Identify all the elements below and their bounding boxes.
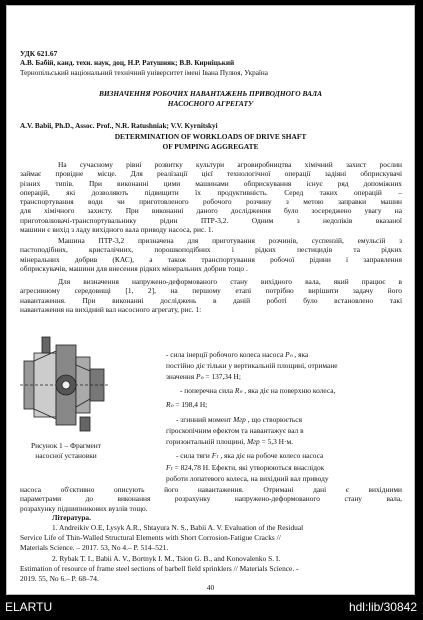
symbol-m-gp: Mгр (233, 415, 246, 424)
reference-line: Service Life of Thin-Walled Structural Elements with Short Corrosion-Fatigue Cracks // (20, 533, 281, 542)
p3-line: Для визначення напружено-деформованого стану вихідного вала, який працює в (58, 277, 402, 286)
reference-line: 1. Andreikiv O.E, Lysyk A.R., Shtayura N. S., Babii A. V. Evaluation of the Residual (52, 523, 304, 532)
load-thrust-line-1 (176, 451, 323, 461)
p2-line: мінеральних добрив (КАС), а також транспортування робочої рідини і заправлення (20, 254, 402, 264)
symbol-p-in: Pₙ (285, 350, 293, 359)
reference-line: 2. Rybak T. I., Babii A. V., Bortnyk I. M., Tsion G. B., and Konovalenko S. I. (52, 554, 281, 563)
p1-line: для хімічного захисту. При виконанні даного дослідження було зосереджено увагу на (20, 206, 402, 216)
p4-line: насоса об'єктивно описують його навантаження. Отримані дані є вихідними (20, 485, 402, 494)
load-text: , яка (294, 350, 309, 359)
paragraph-1 (20, 160, 402, 234)
reference-line: Materials Science. – 2017. 53, No 4.– P. 514–521. (20, 543, 169, 552)
symbol-f-t: Fₜ (166, 463, 173, 472)
load-moment-line-3 (166, 437, 293, 447)
p1-line: різних типів. При виконанні цими машинами обприскування існує ряд допоміжних (20, 178, 402, 188)
symbol-m-gp: Mгр (246, 437, 260, 446)
load-text: , що створюється (247, 415, 302, 424)
load-thrust-line-2 (166, 463, 324, 473)
udk-code: УДК 621.67 (20, 49, 58, 58)
paragraph-2 (20, 236, 402, 273)
load-text: - згинний момент (176, 415, 232, 424)
paragraph-3 (20, 277, 402, 314)
load-text: - поперечна сила (180, 386, 233, 395)
load-shear-line-1 (180, 386, 335, 396)
repository-name: ELARTU (5, 600, 53, 614)
repository-footer-bar (0, 596, 423, 620)
document-page (6, 5, 415, 595)
reference-line: 2019. 55, No 6.– P. 68–74. (20, 574, 99, 583)
p1-line: На сучасному рівні розвитку культури агровиробництва хімічний захист рослин (58, 160, 402, 169)
load-text: = 5,3 Н·м. (261, 437, 294, 446)
load-text: - сила тяги (176, 451, 210, 460)
p1-line: машини є вихід з ладу вихідного вала приводу насоса, рис. 1. (20, 225, 214, 235)
p3-line: навантаження. При виконанні досліджень в даній роботі було встановлено такі (20, 295, 402, 305)
figure-caption-line-2: насосної установки (35, 451, 97, 460)
page-number: 40 (206, 583, 215, 592)
p4-line: параметрами до виконання розрахунку напружено-деформованого стану вала, (20, 494, 402, 504)
p3-line: агресивному середовищі [1, 2], на першому етапі потрібно вирішити задачу його (20, 286, 402, 296)
p2-line: обприскувачів, машини для внесення рідких мінеральних добрив тощо . (20, 263, 248, 273)
authors-ua: А.В. Бабій, канд. техн. наук, доц, Н.Р. Ратушняк; В.В. Кирніцький (20, 59, 235, 67)
title-ua-line-1: ВИЗНАЧЕННЯ РОБОЧИХ НАВАНТАЖЕНЬ ПРИВОДНОГО ВАЛА (98, 89, 323, 98)
title-en-line-1: DETERMINATION OF WORKLOADS OF DRIVE SHAFT (114, 132, 307, 141)
p2-line: Машина ПТР-3,2 призначена для приготування розчинів, суспензій, емульсій з (58, 236, 402, 245)
symbol-r-n: Rₙ (234, 386, 243, 395)
load-inertia-line-2: постійно діє тільки у вертикальній площині, отримане (166, 361, 338, 370)
affiliation: Тернопільський національний технічний університет імені Івана Пулюя, Україна (20, 69, 268, 77)
pump-unit-figure (20, 331, 110, 439)
title-en-line-2: OF PUMPING AGGREGATE (162, 142, 259, 151)
p1-line: операцій, які дозволяють підвищити їх продуктивність. Серед таких операцій – (20, 187, 402, 197)
load-moment-line-2: гіроскопічним ефектом та навантажує вал в (166, 426, 304, 435)
p1-line: займає провідне місце. Для реалізації цієї технологічної операції задіяні обприскувачі (20, 169, 402, 179)
p1-line: приготовлювачі-транспортувальнику рідин ПТР-3,2. Одним з недоліків вказаної (20, 215, 402, 225)
p2-line: пастоподібних, кристалічних, порошкоподібних і рідких пестицидів та рідких (20, 245, 402, 255)
figure-caption-line-1: Рисунок 1 – Фрагмент (30, 441, 101, 450)
authors-en: A.V. Babii, Ph.D., Assoc. Prof., N.R. Ratushniak; V.V. Kyrnitskyi (20, 122, 218, 130)
load-text: горизонтальній площині, (166, 437, 246, 446)
reference-line: Estimation of resource of frame steel sections of barbell field sprinklers // Materials Science. - (20, 564, 299, 573)
load-text: , яка діє на поверхню колеса, (244, 386, 336, 395)
load-text: , яка діє на робоче колесо насоса (220, 451, 324, 460)
load-moment-line-1 (176, 415, 302, 425)
p4-line: розрахунку підшипникових вузлів тощо. (20, 503, 148, 513)
paragraph-4-tail (20, 485, 402, 513)
load-text: = 824,78 Н. Ефекти, які утворюються внаслідок (174, 463, 325, 472)
load-thrust-line-3: роботи лопатевого колеса, на вихідний вал приводу (166, 474, 329, 483)
load-text: - сила інерції робочого колеса насоса (166, 350, 284, 359)
p3-line: навантаження на вихідний вал насосного агрегату, рис. 1: (20, 304, 202, 314)
handle-id: hdl:lib/30842 (348, 600, 417, 614)
title-ua-line-2: НАСОСНОГО АГРЕГАТУ (167, 99, 254, 108)
load-inertia-line-1 (166, 350, 308, 360)
load-shear-line-2 (166, 400, 207, 410)
load-text: = 198,4 Н; (175, 400, 208, 409)
p1-line: транспортування води чи приготовленого робочого розчину з метою заправки машин (20, 197, 402, 207)
load-inertia-line-3 (166, 372, 241, 382)
symbol-f-t: Fₜ (211, 451, 219, 460)
references-heading: Література. (52, 513, 91, 522)
load-text: значення (166, 372, 195, 381)
symbol-p-in: Pₙ (196, 372, 204, 381)
symbol-r-n: Rₙ (166, 400, 174, 409)
load-text: = 137,34 Н; (205, 372, 241, 381)
